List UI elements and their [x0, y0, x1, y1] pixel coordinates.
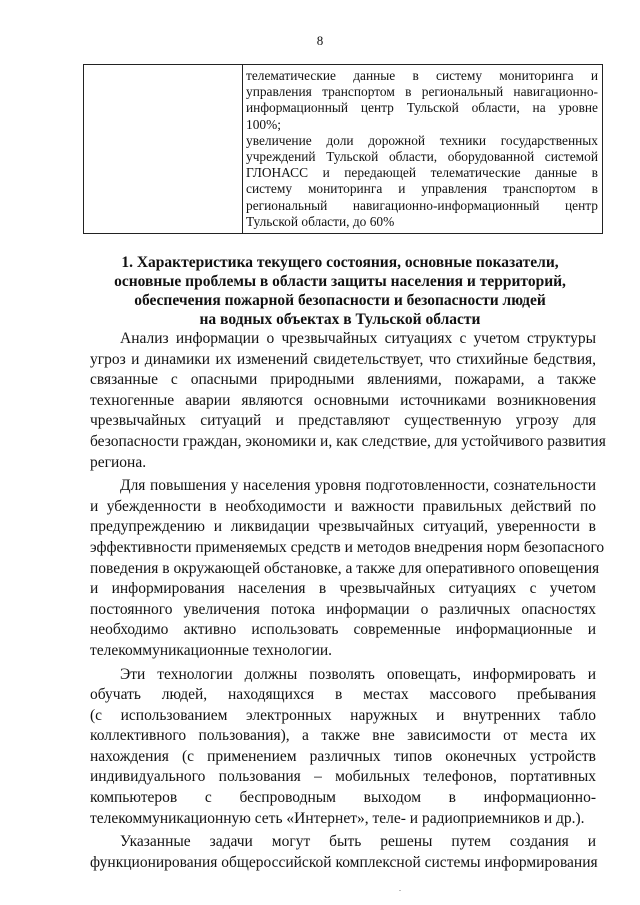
paragraph-line: и убежденности в необходимости и важности правильных действий по [90, 497, 596, 515]
heading-line: основные проблемы в области защиты населения и территорий, [114, 273, 566, 290]
paragraph-line: Для повышения у населения уровня подготовленности, сознательности [120, 477, 596, 495]
paragraph-line: индивидуального пользования – мобильных телефонов, портативных [90, 768, 596, 786]
table-right-cell [243, 65, 602, 233]
paragraph-line: предупреждению и ликвидации чрезвычайных ситуаций, уверенности в [90, 518, 596, 536]
paragraph-line: постоянного увеличения потока информации о различных опасностях [90, 600, 596, 618]
paragraph-line: (с использованием электронных наружных и внутренних табло [90, 706, 596, 724]
table-text-line: Тульской области, до 60% [246, 213, 395, 229]
paragraph-line: угроз и динамики их изменений свидетельствует, что стихийные бедствия, [90, 350, 596, 368]
trailing-mark: . [399, 884, 401, 893]
paragraph-line: телекоммуникационную сеть «Интернет», теле- и радиоприемников и др.). [90, 809, 585, 827]
paragraph-line: региона. [90, 453, 147, 471]
paragraph-line: компьютеров с беспроводным выходом в информационно- [90, 789, 596, 807]
paragraph-line: Эти технологии должны позволять оповещать, информировать и [120, 665, 596, 683]
table-text-line: информационный центр Тульской области, на уровне [246, 100, 598, 116]
paragraph-line: Указанные задачи могут быть решены путем создания и [120, 833, 596, 851]
paragraph-line: телекоммуникационные технологии. [90, 641, 333, 659]
table-text-line: учреждений Тульской области, оборудованной системой [246, 148, 598, 164]
paragraph-line: нахождения (с применением различных типов оконечных устройств [90, 747, 596, 765]
table-text-line: 100%; [246, 116, 281, 132]
table-text-line: ГЛОНАСС и передающей телематические данные в [246, 165, 598, 181]
paragraph [90, 832, 596, 873]
paragraph-line: чрезвычайных ситуаций и представляют существенную угрозу для [90, 412, 596, 430]
paragraph [90, 329, 606, 473]
table-text-line: региональный навигационно-информационный центр [246, 197, 598, 213]
paragraph-line: поведения в окружающей обстановке, а также для оперативного оповещения [90, 559, 600, 577]
heading-line: обеспечения пожарной безопасности и безопасности людей [134, 292, 546, 309]
table-text-line: систему мониторинга и управления транспортом в [246, 181, 598, 197]
paragraph-line: коллективного пользования), а также вне зависимости от места их [90, 727, 596, 745]
paragraph-line: обучать людей, находящихся в местах массового пребывания [90, 686, 596, 704]
table-text-line: телематические данные в систему мониторинга и [246, 68, 598, 83]
paragraph-line: техногенные аварии являются основными источниками возникновения [90, 391, 596, 409]
paragraph-line: безопасности граждан, экономики и, как следствие, для устойчивого развития [90, 432, 606, 450]
paragraph-line: и информирования населения в чрезвычайных ситуациях с учетом [90, 580, 596, 598]
table-left-cell [84, 65, 243, 233]
paragraph [90, 665, 596, 830]
body-text [90, 329, 606, 876]
paragraph-line: необходимо активно использовать современные информационные и [90, 621, 596, 639]
heading-line: 1. Характеристика текущего состояния, основные показатели, [121, 254, 559, 271]
table-text-line: управления транспортом в региональный навигационно- [246, 84, 598, 100]
table-text-line: увеличение доли дорожной техники государственных [246, 132, 598, 148]
paragraph-line: эффективности применяемых средств и методов внедрения норм безопасного [90, 538, 605, 556]
targets-table [83, 64, 603, 234]
paragraph-line: функционирования общероссийской комплексной системы информирования [90, 853, 598, 871]
section-heading [70, 253, 610, 329]
page-number: 8 [316, 33, 324, 48]
heading-line: на водных объектах в Тульской области [199, 311, 481, 328]
paragraph [90, 476, 605, 661]
paragraph-line: Анализ информации о чрезвычайных ситуациях с учетом структуры [120, 330, 596, 347]
paragraph-line: связанные с опасными природными явлениями, пожарами, а также [90, 371, 596, 389]
